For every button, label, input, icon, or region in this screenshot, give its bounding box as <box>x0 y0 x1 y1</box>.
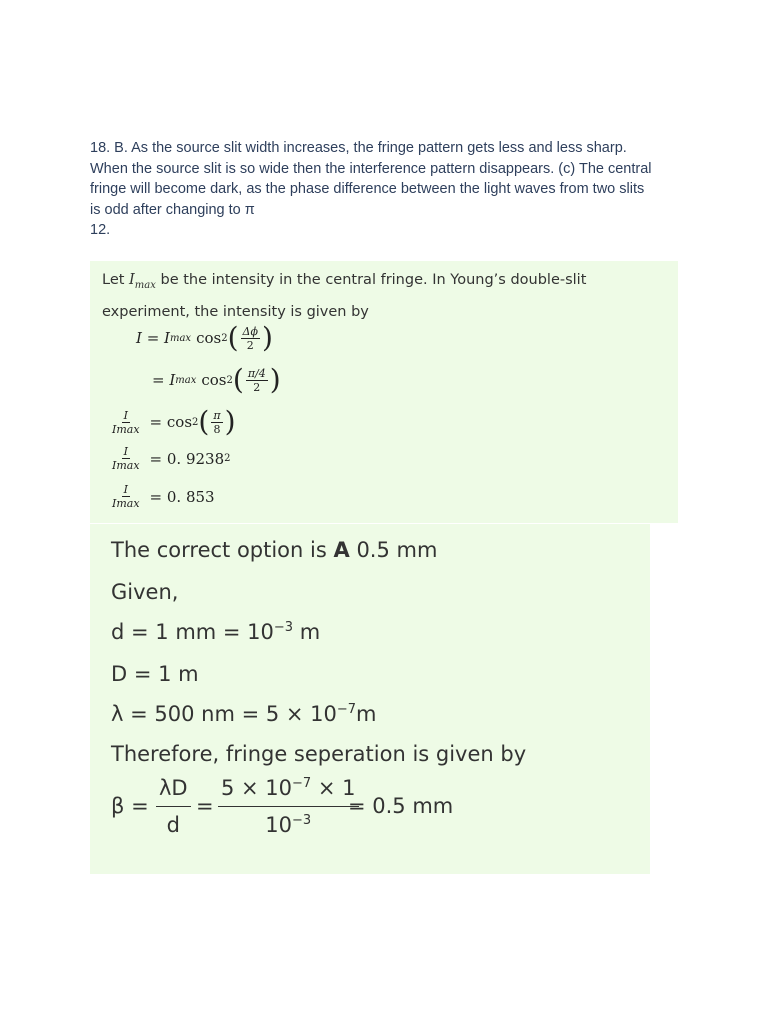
intro-body-2: experiment, the intensity is given by <box>102 303 369 320</box>
intro-body: be the intensity in the central fringe. In Young’s double-slit <box>160 272 587 288</box>
imax-symbol: $I_{max}$ <box>129 272 156 291</box>
answer-18-text <box>90 138 690 241</box>
intro-text <box>102 267 672 326</box>
equation-5: $\frac{I}{Imax}$ = 0. 853 <box>112 483 215 510</box>
beta-equals: = <box>196 794 214 818</box>
intro-let: Let <box>102 272 125 288</box>
beta-result: = 0.5 mm <box>348 794 454 818</box>
answer-line: When the source slit is so wide then the interference pattern disappears. (c) The central <box>90 160 652 177</box>
beta-fraction-1: λD d <box>156 776 191 837</box>
correct-option-line: The correct option is A 0.5 mm <box>111 538 438 562</box>
question-number: 12. <box>90 222 111 238</box>
beta-fraction-2: $5 \times 10^{-7} \times 1$ $10^{-3}$ <box>218 776 359 837</box>
beta-lhs: β = <box>111 794 149 818</box>
lambda-value-line: λ = 500 nm = $5 \times 10^{-7}m$ <box>111 702 377 726</box>
intensity-solution-box <box>90 261 678 523</box>
equation-1: I = I max cos 2 ( $\frac{\Delta\phi}{2}$ ) <box>136 321 273 354</box>
answer-line: is odd after changing to π <box>90 201 255 218</box>
answer-line: 18. B. As the source slit width increases, the fringe pattern gets less and less sharp. <box>90 140 627 156</box>
fringe-solution-box <box>90 524 650 874</box>
equation-2: = I max cos 2 ( $\frac{\pi/4}{2}$ ) <box>152 363 281 396</box>
d-value-line: d = 1 mm = $10^{-3}$ m <box>111 620 321 644</box>
therefore-line: Therefore, fringe seperation is given by <box>111 742 527 766</box>
equation-3: $\frac{I}{Imax}$ = cos 2 ( $\frac{\pi}{8}$ ) <box>112 405 236 438</box>
D-value-line: D = 1 m <box>111 662 199 686</box>
given-label: Given, <box>111 580 179 604</box>
equation-4: $\frac{I}{Imax}$ = 0. 9238 2 <box>112 445 231 472</box>
answer-line: fringe will become dark, as the phase difference between the light waves from two slits <box>90 181 645 197</box>
